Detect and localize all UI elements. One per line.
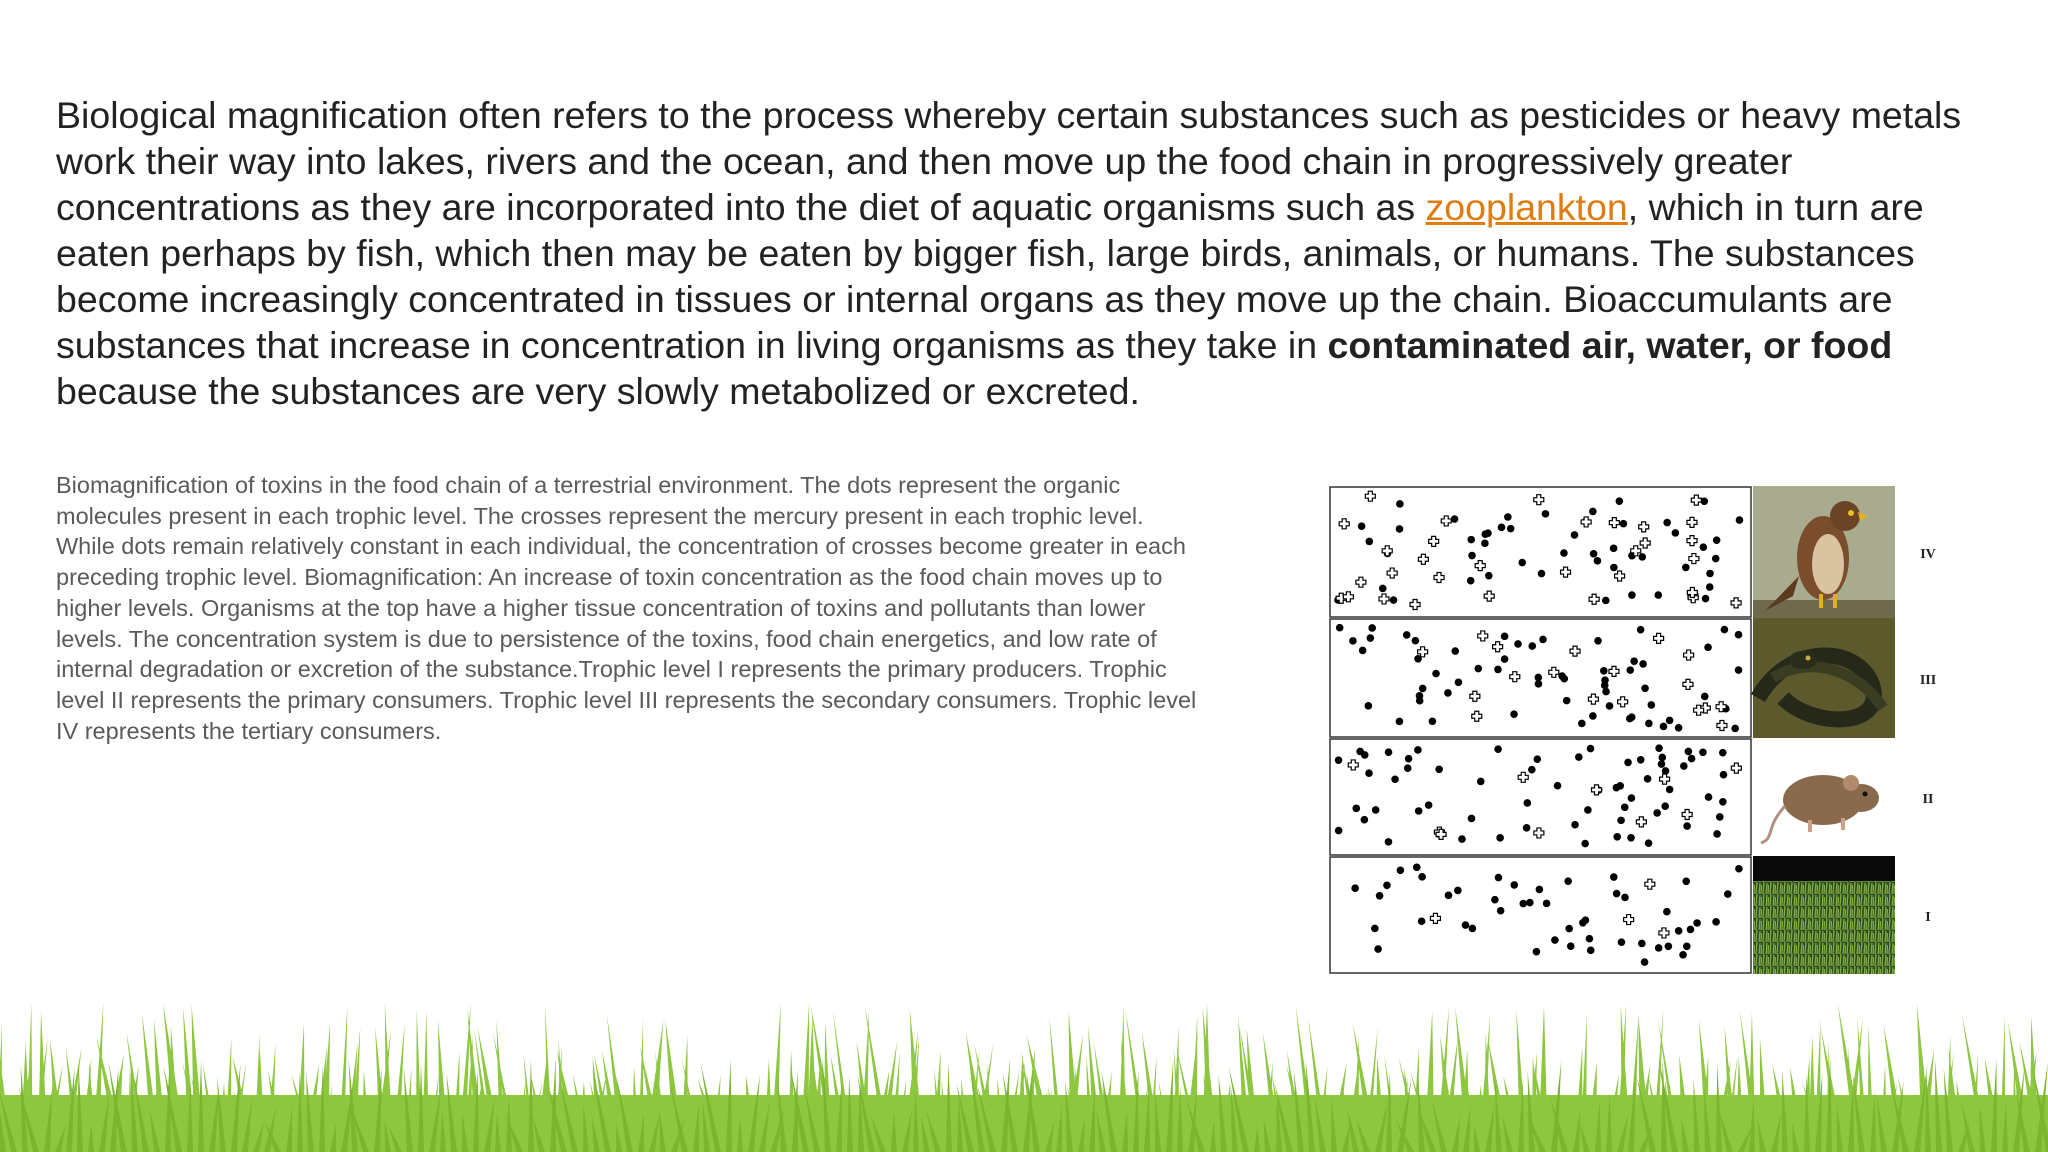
molecule-dot (1510, 710, 1518, 718)
molecule-dot (1379, 585, 1387, 593)
molecule-dot (1413, 864, 1421, 872)
molecule-dot (1481, 540, 1489, 548)
molecule-dot (1579, 919, 1587, 927)
molecule-dot (1335, 756, 1343, 764)
molecule-dot (1613, 890, 1621, 898)
molecule-dot (1368, 624, 1376, 632)
grass-blades (0, 1002, 2048, 1152)
molecule-dot (1688, 755, 1696, 763)
molecule-dot (1526, 899, 1534, 907)
molecule-dot (1383, 881, 1391, 889)
molecule-dot (1672, 529, 1680, 537)
molecule-dot (1706, 570, 1714, 578)
molecule-dot (1675, 927, 1683, 935)
molecule-dot (1419, 685, 1427, 693)
molecule-dot (1554, 782, 1562, 790)
molecule-dot (1567, 942, 1575, 950)
molecule-dot (1658, 760, 1666, 768)
molecule-dot (1590, 550, 1598, 558)
molecule-dot (1385, 838, 1393, 846)
molecule-dot (1638, 553, 1646, 561)
molecule-dot (1641, 685, 1649, 693)
molecule-dot (1418, 917, 1426, 925)
molecule-dot (1539, 636, 1547, 644)
molecule-dot (1721, 626, 1729, 634)
molecule-dot (1543, 900, 1551, 908)
molecule-dot (1432, 670, 1440, 678)
molecule-dot (1415, 807, 1423, 815)
molecule-dot (1533, 755, 1541, 763)
molecule-dot (1412, 637, 1420, 645)
molecule-dot (1620, 520, 1628, 528)
molecule-dot (1628, 591, 1636, 599)
molecule-dot (1571, 821, 1579, 829)
molecule-dot (1335, 827, 1343, 835)
molecule-dot (1713, 536, 1721, 544)
molecule-dot (1365, 769, 1373, 777)
molecule-dot (1706, 583, 1714, 591)
molecule-dot (1679, 951, 1687, 959)
hawk-photo (1753, 486, 1895, 618)
molecule-dot (1367, 634, 1375, 642)
molecule-dot (1514, 640, 1522, 648)
trophic-label-IV: IV (1920, 547, 1936, 562)
molecule-dot (1680, 762, 1688, 770)
molecule-dot (1542, 510, 1550, 518)
molecule-dot (1736, 516, 1744, 524)
molecule-dot (1534, 674, 1542, 682)
molecule-dot (1655, 944, 1663, 952)
molecule-dot (1358, 522, 1366, 530)
molecule-dot (1654, 591, 1662, 599)
molecule-dot (1414, 746, 1422, 754)
trophic-level-I (1330, 857, 1751, 973)
molecule-dot (1551, 936, 1559, 944)
molecule-dot (1376, 892, 1384, 900)
molecule-dot (1349, 637, 1357, 645)
paragraph-text-3: because the substances are very slowly metabolized or excreted. (56, 370, 1140, 412)
trophic-label-I: I (1925, 910, 1931, 925)
molecule-dot (1638, 940, 1646, 948)
molecule-dot (1528, 766, 1536, 774)
molecule-dot (1405, 755, 1413, 763)
molecule-dot (1720, 771, 1728, 779)
molecule-dot (1735, 666, 1743, 674)
molecule-dot (1371, 925, 1379, 933)
molecule-dot (1735, 631, 1743, 639)
grass-blade-path (0, 1002, 2048, 1152)
molecule-dot (1560, 549, 1568, 557)
molecule-dot (1507, 525, 1515, 533)
molecule-dot (1594, 637, 1602, 645)
trophic-level-IV (1330, 487, 1751, 617)
molecule-dot (1361, 751, 1369, 759)
molecule-dot (1455, 678, 1463, 686)
molecule-dot (1536, 886, 1544, 894)
molecule-dot (1648, 701, 1656, 709)
molecule-dot (1458, 835, 1466, 843)
molecule-dot (1444, 689, 1452, 697)
molecule-dot (1462, 921, 1470, 929)
molecule-dot (1705, 793, 1713, 801)
molecule-dot (1658, 754, 1666, 762)
molecule-dot (1600, 667, 1608, 675)
molecule-dot (1494, 745, 1502, 753)
molecule-dot (1731, 725, 1739, 733)
molecule-dot (1663, 908, 1671, 916)
molecule-dot (1425, 801, 1433, 809)
molecule-dot (1687, 926, 1695, 934)
molecule-dot (1416, 692, 1424, 700)
trophic-level-diagram (1328, 486, 1948, 976)
molecule-dot (1637, 756, 1645, 764)
molecule-dot (1627, 834, 1635, 842)
molecule-dot (1606, 702, 1614, 710)
grass-border (0, 975, 2048, 1152)
molecule-dot (1666, 786, 1674, 794)
molecule-dot (1494, 666, 1502, 674)
molecule-dot (1713, 830, 1721, 838)
molecule-dot (1675, 724, 1683, 732)
molecule-dot (1468, 815, 1476, 823)
molecule-dot (1653, 809, 1661, 817)
molecule-dot (1469, 925, 1477, 933)
molecule-dot (1704, 644, 1712, 652)
molecule-dot (1587, 745, 1595, 753)
molecule-dot (1628, 794, 1636, 802)
molecule-dot (1719, 749, 1727, 757)
molecule-dot (1397, 867, 1405, 875)
molecule-dot (1616, 497, 1624, 505)
molecule-dot (1385, 748, 1393, 756)
molecule-dot (1396, 500, 1404, 508)
molecule-dot (1351, 884, 1359, 892)
molecule-dot (1617, 817, 1625, 825)
molecule-dot (1602, 597, 1610, 605)
molecule-dot (1613, 833, 1621, 841)
molecule-dot (1602, 688, 1610, 696)
molecule-dot (1523, 824, 1531, 832)
molecule-dot (1610, 873, 1618, 881)
molecule-dot (1565, 925, 1573, 933)
molecule-dot (1429, 717, 1437, 725)
molecule-dot (1481, 530, 1489, 538)
main-paragraph (56, 92, 1986, 414)
molecule-dot (1504, 513, 1512, 521)
molecule-dot (1712, 555, 1720, 563)
molecule-dot (1563, 697, 1571, 705)
molecule-dot (1699, 748, 1707, 756)
molecule-dot (1575, 753, 1583, 761)
molecule-dot (1665, 943, 1673, 951)
molecule-dot (1404, 764, 1412, 772)
molecule-dot (1445, 892, 1453, 900)
molecule-dot (1518, 559, 1526, 567)
molecule-dot (1584, 806, 1592, 814)
paragraph-text-1: Biological magnification often refers to the process whereby certain substances such as pesticides or heavy metals work their way into lakes, rivers and the ocean, and then move up the food chain in progressively greater concentrations as they are incorporated into the diet of aquatic organisms such as (56, 94, 1962, 228)
molecule-dot (1683, 943, 1691, 951)
molecule-dot (1724, 890, 1732, 898)
molecule-dot (1637, 626, 1645, 634)
molecule-dot (1586, 935, 1594, 943)
trophic-label-II: II (1922, 792, 1934, 807)
molecule-dot (1474, 665, 1482, 673)
molecule-dot (1655, 744, 1663, 752)
molecule-dot (1524, 799, 1532, 807)
figure-caption: Biomagnification of toxins in the food chain of a terrestrial environment. The dots represent the organic molecules present in each trophic level. The crosses represent the mercury present in each trophic level. While dots remain relatively constant in each individual, the concentration of crosses become greater in each preceding trophic level. Biomagnification: An increase of toxin concentration as the food chain moves up to higher levels. Organisms at the top have a higher tissue concentration of toxins and pollutants than lower levels. The concentration system is due to persistence of the toxins, food chain energetics, and low rate of internal degradation or excretion of the substance.Trophic level I represents the primary producers. Trophic level II represents the primary consumers. Trophic level III represents the secondary consumers. Trophic level IV represents the tertiary consumers. (56, 472, 1197, 744)
molecule-dot (1610, 545, 1618, 553)
molecule-dot (1616, 782, 1624, 790)
level-panel (1330, 857, 1751, 973)
molecule-dot (1661, 802, 1669, 810)
molecule-dot (1719, 798, 1727, 806)
molecule-dot (1498, 524, 1506, 532)
molecule-dot (1372, 806, 1380, 814)
molecule-dot (1491, 896, 1499, 904)
molecule-dot (1735, 865, 1743, 873)
molecule-dot (1701, 693, 1709, 701)
molecule-dot (1403, 631, 1411, 639)
molecule-dot (1639, 660, 1647, 668)
molecule-dot (1663, 519, 1671, 527)
molecule-dot (1666, 717, 1674, 725)
molecule-dot (1712, 918, 1720, 926)
trophic-level-II (1330, 739, 1751, 855)
molecule-dot (1716, 813, 1724, 821)
molecule-dot (1587, 947, 1595, 955)
mouse-photo (1753, 738, 1895, 856)
molecule-dot (1660, 723, 1668, 731)
molecule-dot (1497, 907, 1505, 915)
molecule-dot (1589, 712, 1597, 720)
molecule-dot (1621, 894, 1629, 902)
trophic-label-III: III (1919, 673, 1937, 688)
molecule-dot (1683, 822, 1691, 830)
molecule-dot (1682, 877, 1690, 885)
molecule-dot (1624, 759, 1632, 767)
molecule-dot (1510, 881, 1518, 889)
molecule-dot (1496, 834, 1504, 842)
molecule-dot (1630, 657, 1638, 665)
molecule-dot (1396, 718, 1404, 726)
molecule-dot (1336, 624, 1344, 632)
zooplankton-link[interactable]: zooplankton (1425, 186, 1628, 228)
paragraph-bold-text: contaminated air, water, or food (1327, 324, 1893, 366)
molecule-dot (1538, 570, 1546, 578)
molecule-dot (1610, 564, 1618, 572)
molecule-dot (1578, 720, 1586, 728)
molecule-dot (1558, 672, 1566, 680)
molecule-dot (1645, 839, 1653, 847)
molecule-dot (1626, 666, 1634, 674)
molecule-dot (1451, 647, 1459, 655)
molecule-dot (1564, 877, 1572, 885)
molecule-dot (1685, 748, 1693, 756)
molecule-dot (1374, 945, 1382, 953)
molecule-dot (1418, 873, 1426, 881)
molecule-dot (1618, 938, 1626, 946)
molecule-dot (1451, 515, 1459, 523)
trophic-level-III (1330, 619, 1751, 737)
molecule-dot (1435, 766, 1443, 774)
molecule-dot (1495, 874, 1503, 882)
molecule-dot (1467, 536, 1475, 544)
molecule-dot (1641, 958, 1649, 966)
molecule-dot (1589, 508, 1597, 516)
molecule-dot (1628, 713, 1636, 721)
molecule-dot (1533, 948, 1541, 956)
molecule-dot (1365, 702, 1373, 710)
grass-photo (1753, 856, 1895, 974)
molecule-dot (1468, 552, 1476, 560)
snake-photo (1753, 618, 1895, 738)
molecule-dot (1454, 887, 1462, 895)
molecule-dot (1467, 577, 1475, 585)
molecule-dot (1501, 655, 1509, 663)
molecule-dot (1700, 543, 1708, 551)
molecule-dot (1645, 720, 1653, 728)
molecule-dot (1361, 816, 1369, 824)
paragraph-text-2: , which in turn are eaten perhaps by fish, which then may be eaten by bigger fish, large birds, animals, or humans. The substances become increasingly concentrated in tissues or internal organs as they move up the chain. Bioaccumulants are substances that increase in concentration in living organisms as they take in (56, 186, 1924, 366)
molecule-dot (1396, 525, 1404, 533)
molecule-dot (1366, 538, 1374, 546)
molecule-dot (1519, 900, 1527, 908)
molecule-dot (1390, 596, 1398, 604)
molecule-dot (1391, 776, 1399, 784)
molecule-dot (1571, 531, 1579, 539)
molecule-dot (1702, 595, 1710, 603)
molecule-dot (1352, 805, 1360, 813)
molecule-dot (1501, 633, 1509, 641)
molecule-dot (1359, 647, 1367, 655)
molecule-dot (1682, 564, 1690, 572)
molecule-dot (1477, 778, 1485, 786)
molecule-dot (1644, 775, 1652, 783)
molecule-dot (1594, 557, 1602, 565)
molecule-dot (1581, 840, 1589, 848)
molecule-dot (1485, 572, 1493, 580)
molecule-dot (1621, 804, 1629, 812)
molecule-dot (1693, 919, 1701, 927)
molecule-dot (1528, 642, 1536, 650)
